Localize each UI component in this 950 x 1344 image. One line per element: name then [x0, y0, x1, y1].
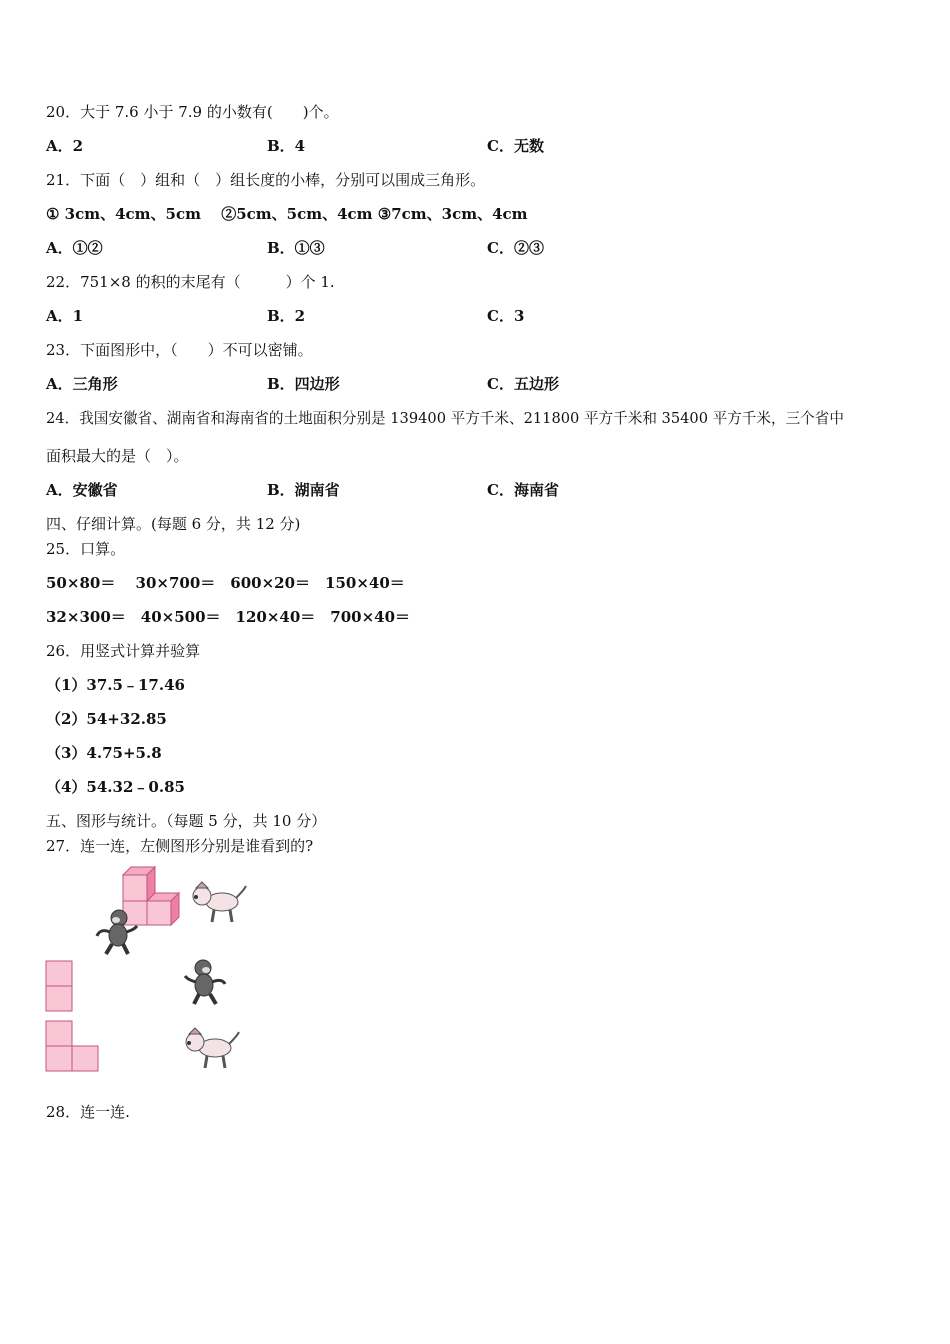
q28-stem: 28．连一连.	[46, 1103, 130, 1121]
q22-option-b[interactable]: B．2	[267, 307, 306, 325]
q23-stem: 23．下面图形中，（ ）不可以密铺。	[46, 341, 313, 359]
q22-option-a[interactable]: A．1	[46, 307, 84, 325]
section-4-heading: 四、仔细计算。(每题 6 分，共 12 分)	[46, 515, 301, 533]
monkey-icon[interactable]	[94, 908, 140, 956]
q20-option-c[interactable]: C．无数	[487, 137, 544, 155]
q24-option-c[interactable]: C．海南省	[487, 481, 559, 499]
q23-option-b[interactable]: B．四边形	[267, 375, 340, 393]
q27-stem: 27．连一连，左侧图形分别是谁看到的?	[46, 837, 314, 855]
q26-problem-1: （1）37.5﹣17.46	[46, 676, 185, 694]
q25-row-1: 50×80＝ 30×700＝ 600×20＝ 150×40＝	[46, 574, 405, 592]
q21-list: ① 3cm、4cm、5cm ②5cm、5cm、4cm ③7cm、3cm、4cm	[46, 205, 528, 223]
dog-icon[interactable]	[181, 1026, 241, 1070]
q20-option-a[interactable]: A．2	[46, 137, 84, 155]
q22-option-c[interactable]: C．3	[487, 307, 525, 325]
q24-option-b[interactable]: B．湖南省	[267, 481, 340, 499]
section-5-heading: 五、图形与统计。（每题 5 分，共 10 分）	[46, 812, 327, 830]
q20-stem: 20．大于 7.6 小于 7.9 的小数有( )个。	[46, 103, 339, 121]
dog-icon[interactable]	[188, 880, 248, 924]
q21-option-b[interactable]: B．①③	[267, 239, 325, 257]
q21-stem: 21．下面（ ）组和（ ）组长度的小棒，分别可以围成三角形。	[46, 171, 486, 189]
q26-problem-2: （2）54+32.85	[46, 710, 167, 728]
q24-option-a[interactable]: A．安徽省	[46, 481, 118, 499]
q26-problem-4: （4）54.32﹣0.85	[46, 778, 185, 796]
q23-option-a[interactable]: A．三角形	[46, 375, 118, 393]
q25-stem: 25．口算。	[46, 540, 126, 558]
view-shape-vertical[interactable]	[45, 960, 75, 1014]
q24-stem-line2: 面积最大的是（ ）。	[46, 447, 189, 465]
q26-stem: 26．用竖式计算并验算	[46, 642, 201, 660]
q23-option-c[interactable]: C．五边形	[487, 375, 559, 393]
q25-row-2: 32×300＝ 40×500＝ 120×40＝ 700×40＝	[46, 608, 411, 626]
q20-option-b[interactable]: B．4	[267, 137, 306, 155]
q21-option-a[interactable]: A．①②	[46, 239, 103, 257]
q22-stem: 22．751×8 的积的末尾有（ ）个 1.	[46, 273, 335, 291]
q26-problem-3: （3）4.75+5.8	[46, 744, 162, 762]
q21-option-c[interactable]: C．②③	[487, 239, 544, 257]
monkey-icon[interactable]	[182, 958, 228, 1006]
view-shape-l[interactable]	[45, 1020, 101, 1074]
q24-stem-line1: 24．我国安徽省、湖南省和海南省的土地面积分别是 139400 平方千米、211800 平方千米和 35400 平方千米，三个省中	[46, 410, 844, 427]
